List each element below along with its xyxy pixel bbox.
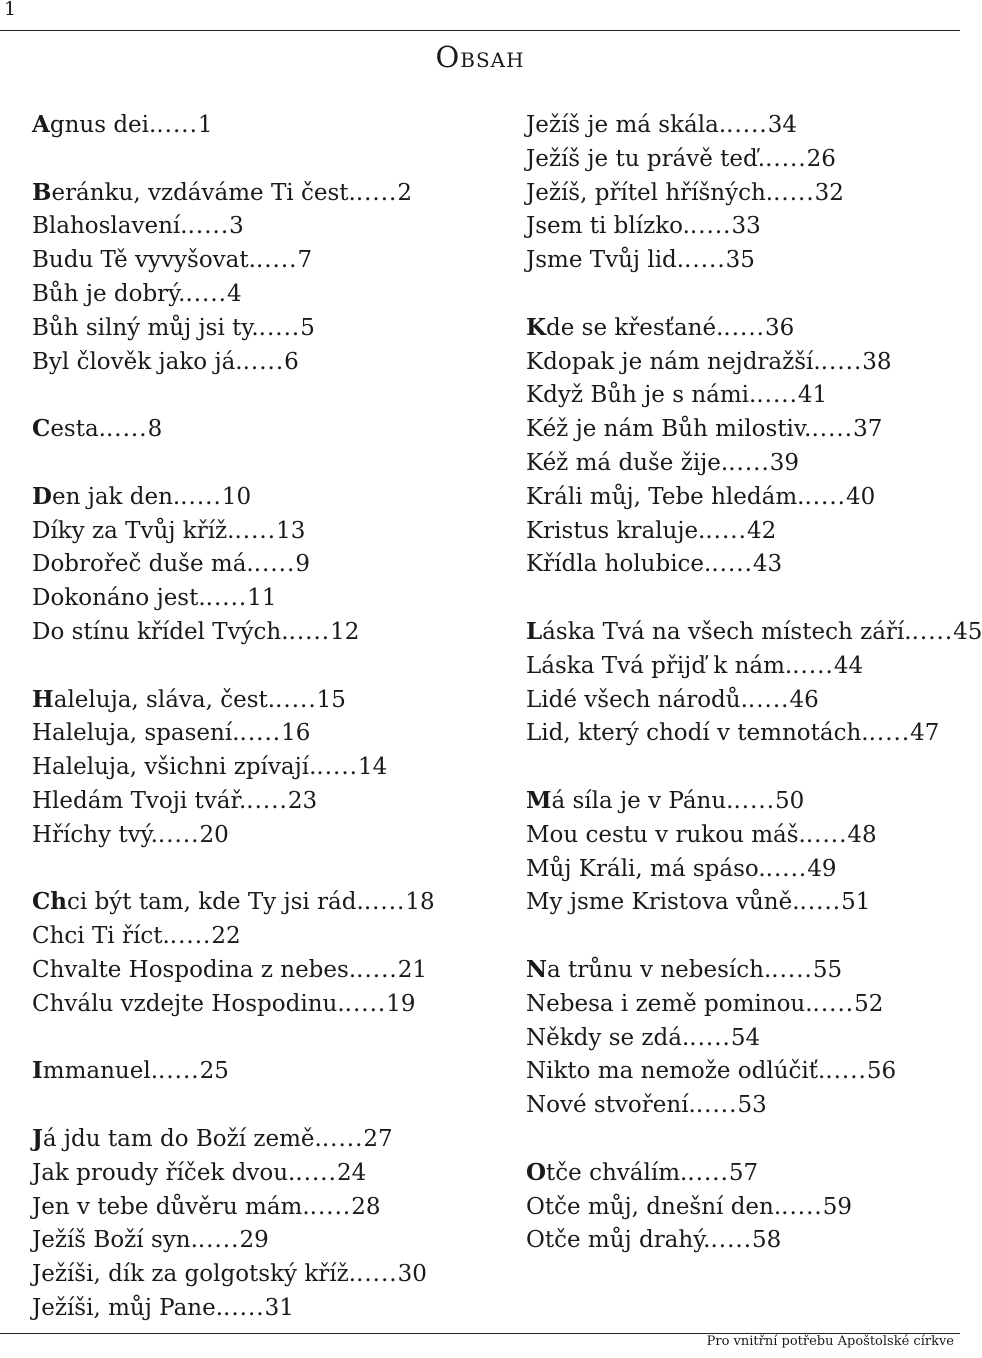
entry-page-number: 33 xyxy=(731,213,761,240)
entry-title: Kdopak je nám nejdražší. xyxy=(526,348,821,375)
leader-dots: ..... xyxy=(705,517,747,544)
leader-dots: ..... xyxy=(756,382,798,409)
toc-entry[interactable] xyxy=(526,412,960,446)
leader-dots: ..... xyxy=(684,247,726,274)
toc-letter-group xyxy=(526,311,960,581)
entry-title: Ježíš, přítel hříšných. xyxy=(526,179,774,206)
toc-entry[interactable] xyxy=(526,1156,960,1190)
entry-title: Láska Tvá přijď k nám. xyxy=(526,652,793,679)
leader-dots: ..... xyxy=(246,787,288,814)
entry-page-number: 59 xyxy=(822,1193,853,1220)
entry-page-number: 31 xyxy=(264,1294,294,1321)
toc-entry[interactable] xyxy=(32,1190,502,1224)
leader-dots: ..... xyxy=(911,618,954,645)
entry-page-number: 32 xyxy=(814,179,844,206)
entry-page-number: 19 xyxy=(386,990,416,1017)
entry-title: Jsem ti blízko. xyxy=(526,213,690,240)
entry-title: Otče můj drahý. xyxy=(526,1227,711,1254)
entry-page-number: 39 xyxy=(769,449,800,476)
entry-title: My jsme Kristova vůně. xyxy=(526,889,800,916)
entry-title: á síla je v Pánu. xyxy=(551,787,734,814)
leader-dots: ..... xyxy=(169,923,212,950)
entry-title: Kristus kraluje. xyxy=(526,517,706,544)
entry-page-number: 49 xyxy=(807,855,837,882)
toc-entry[interactable] xyxy=(32,683,502,717)
leader-dots: ..... xyxy=(253,551,296,578)
toc-entry[interactable] xyxy=(526,1223,960,1257)
leader-dots: ..... xyxy=(356,956,398,983)
entry-page-number: 34 xyxy=(767,112,797,138)
entry-title: Nebesa i země pominou. xyxy=(526,990,813,1017)
leader-dots: ..... xyxy=(309,1193,352,1220)
toc-entry[interactable] xyxy=(526,108,960,142)
toc-entry[interactable] xyxy=(526,547,960,581)
leader-dots: ..... xyxy=(805,821,848,848)
toc-entry[interactable] xyxy=(32,277,502,311)
entry-title: Byl člověk jako já. xyxy=(32,348,243,375)
entry-page-number: 3 xyxy=(229,213,244,240)
toc-entry[interactable] xyxy=(32,716,502,750)
toc-entry[interactable] xyxy=(526,514,960,548)
toc-letter-group xyxy=(32,885,502,1020)
entry-initial: M xyxy=(526,786,552,814)
toc-entry[interactable] xyxy=(526,480,960,514)
toc-letter-group xyxy=(526,1156,960,1257)
entry-title: Ježíš je má skála. xyxy=(526,112,727,138)
toc-entry[interactable] xyxy=(526,615,982,649)
toc-entry[interactable] xyxy=(32,818,502,852)
leader-dots: ..... xyxy=(242,348,285,375)
toc-letter-group xyxy=(32,683,502,852)
leader-dots: ..... xyxy=(689,1024,731,1051)
leader-dots: ..... xyxy=(344,990,387,1017)
leader-dots: ..... xyxy=(356,1261,398,1288)
leader-dots: ..... xyxy=(765,855,808,882)
entry-page-number: 55 xyxy=(812,956,843,983)
toc-entry[interactable] xyxy=(526,1190,960,1224)
toc-entry[interactable] xyxy=(526,1054,960,1088)
toc-entry[interactable] xyxy=(32,1257,502,1291)
entry-title: Ježíš je tu právě teď. xyxy=(526,145,766,172)
leader-dots: ..... xyxy=(239,720,282,747)
entry-page-number: 47 xyxy=(910,720,940,747)
toc-entry[interactable] xyxy=(526,784,960,818)
entry-title: de se křesťané. xyxy=(546,314,724,341)
toc-entry[interactable] xyxy=(32,1156,502,1190)
entry-title: Jsme Tvůj lid. xyxy=(526,247,685,274)
entry-title: Nové stvoření. xyxy=(526,1092,696,1119)
toc-entry[interactable] xyxy=(526,683,960,717)
leader-dots: ..... xyxy=(355,179,398,206)
toc-entry[interactable] xyxy=(32,987,502,1021)
toc-entry[interactable] xyxy=(32,108,502,142)
entry-page-number: 26 xyxy=(806,145,836,172)
entry-title: Lidé všech národů. xyxy=(526,686,748,713)
toc-entry[interactable] xyxy=(32,243,502,277)
header-rule xyxy=(0,30,960,31)
entry-title: gnus dei. xyxy=(49,112,157,138)
entry-page-number: 28 xyxy=(351,1193,381,1220)
entry-page-number: 10 xyxy=(221,483,252,510)
entry-page-number: 20 xyxy=(199,821,229,848)
entry-initial: B xyxy=(32,178,52,206)
entry-title: Otče můj, dnešní den. xyxy=(526,1193,782,1220)
entry-title: en jak den. xyxy=(51,483,181,510)
entry-title: Hříchy tvý. xyxy=(32,821,158,848)
leader-dots: ..... xyxy=(771,956,813,983)
entry-page-number: 15 xyxy=(316,686,346,713)
leader-dots: ..... xyxy=(799,889,842,916)
entry-page-number: 27 xyxy=(363,1125,393,1152)
entry-page-number: 2 xyxy=(397,179,413,206)
toc-entry[interactable] xyxy=(526,649,960,683)
leader-dots: ..... xyxy=(288,618,331,645)
toc-entry[interactable] xyxy=(32,885,502,919)
entry-title: Hledám Tvoji tvář. xyxy=(32,787,247,814)
entry-page-number: 36 xyxy=(764,314,795,341)
entry-page-number: 25 xyxy=(199,1058,229,1085)
entry-initial: A xyxy=(32,111,50,138)
leader-dots: ..... xyxy=(695,1092,738,1119)
entry-title: Blahoslavení. xyxy=(32,213,188,240)
entry-title: á jdu tam do Boží země. xyxy=(42,1125,322,1152)
toc-entry[interactable] xyxy=(526,311,960,345)
toc-entry[interactable] xyxy=(32,345,502,379)
leader-dots: ..... xyxy=(733,787,776,814)
entry-page-number: 12 xyxy=(330,618,360,645)
leader-dots: ..... xyxy=(711,551,753,578)
entry-title: a trůnu v nebesích. xyxy=(547,956,772,983)
entry-page-number: 8 xyxy=(147,416,163,443)
leader-dots: ..... xyxy=(185,280,227,307)
entry-initial: K xyxy=(526,313,546,341)
leader-dots: ..... xyxy=(868,720,911,747)
entry-page-number: 4 xyxy=(227,280,242,307)
entry-title: Bůh silný můj jsi ty. xyxy=(32,314,259,341)
entry-title: tče chválím. xyxy=(546,1159,688,1186)
toc-entry[interactable] xyxy=(32,514,502,548)
entry-page-number: 51 xyxy=(841,889,871,916)
leader-dots: ..... xyxy=(223,1294,265,1321)
entry-page-number: 41 xyxy=(797,382,828,409)
toc-entry[interactable] xyxy=(32,311,502,345)
page-number: 1 xyxy=(4,0,17,20)
toc-entry[interactable] xyxy=(526,1088,960,1122)
toc-entry[interactable] xyxy=(526,953,960,987)
leader-dots: ..... xyxy=(820,348,863,375)
toc-entry[interactable] xyxy=(526,345,960,379)
entry-page-number: 53 xyxy=(737,1092,767,1119)
entry-page-number: 1 xyxy=(197,112,213,138)
entry-page-number: 22 xyxy=(211,923,241,950)
leader-dots: ..... xyxy=(106,416,148,443)
leader-dots: ..... xyxy=(689,213,732,240)
toc-entry[interactable] xyxy=(526,852,960,886)
entry-initial: J xyxy=(32,1124,43,1152)
toc-entry[interactable] xyxy=(32,1054,502,1088)
entry-title: Jak proudy říček dvou. xyxy=(32,1159,296,1186)
entry-page-number: 50 xyxy=(775,787,805,814)
entry-title: Nikto ma nemože odlúčiť. xyxy=(526,1058,826,1085)
leader-dots: ..... xyxy=(747,686,790,713)
entry-page-number: 58 xyxy=(752,1227,782,1254)
leader-dots: ..... xyxy=(255,247,298,274)
leader-dots: ..... xyxy=(812,990,855,1017)
entry-title: Ježíši, můj Pane. xyxy=(32,1294,224,1321)
leader-dots: ..... xyxy=(710,1227,753,1254)
leader-dots: ..... xyxy=(180,483,222,510)
entry-title: Kéž je nám Bůh milostiv. xyxy=(526,416,812,443)
toc-entry[interactable] xyxy=(526,378,960,412)
entry-title: Chci Ti říct. xyxy=(32,923,170,950)
leader-dots: ..... xyxy=(158,1058,200,1085)
toc-entry[interactable] xyxy=(526,716,960,750)
entry-title: Můj Králi, má spáso. xyxy=(526,855,766,882)
entry-title: Kéž má duše žije. xyxy=(526,449,729,476)
toc-letter-group xyxy=(32,108,502,142)
leader-dots: ..... xyxy=(781,1193,823,1220)
entry-title: Do stínu křídel Tvých. xyxy=(32,618,289,645)
entry-page-number: 7 xyxy=(297,247,313,274)
entry-page-number: 54 xyxy=(730,1024,761,1051)
entry-title: Dobrořeč duše má. xyxy=(32,551,254,578)
entry-page-number: 14 xyxy=(357,754,388,781)
entry-page-number: 16 xyxy=(281,720,311,747)
entry-page-number: 44 xyxy=(833,652,864,679)
toc-letter-group xyxy=(526,615,982,750)
leader-dots: ..... xyxy=(321,1125,364,1152)
leader-dots: ..... xyxy=(687,1159,729,1186)
toc-entry[interactable] xyxy=(526,987,960,1021)
entry-title: Ježíš Boží syn. xyxy=(32,1227,198,1254)
entry-initial: L xyxy=(526,617,543,645)
toc-entry[interactable] xyxy=(526,142,960,176)
entry-page-number: 6 xyxy=(284,348,299,375)
toc-entry[interactable] xyxy=(32,176,502,210)
entry-title: Díky za Tvůj kříž. xyxy=(32,517,235,544)
entry-title: Haleluja, všichni zpívají. xyxy=(32,754,317,781)
entry-title: Křídla holubice. xyxy=(526,551,712,578)
entry-title: Jen v tebe důvěru mám. xyxy=(32,1193,310,1220)
entry-page-number: 52 xyxy=(854,990,884,1017)
leader-dots: ..... xyxy=(156,112,198,138)
entry-page-number: 13 xyxy=(276,517,306,544)
entry-page-number: 9 xyxy=(295,551,310,578)
entry-initial: C xyxy=(32,415,51,443)
entry-initial: I xyxy=(32,1057,43,1085)
leader-dots: ..... xyxy=(792,652,834,679)
toc-entry[interactable] xyxy=(526,176,960,210)
entry-title: eránku, vzdáváme Ti čest. xyxy=(51,179,356,206)
leader-dots: ..... xyxy=(197,1227,240,1254)
entry-page-number: 43 xyxy=(752,551,783,578)
entry-initial: Ch xyxy=(32,888,68,916)
toc-entry[interactable] xyxy=(32,919,502,953)
entry-title: Bůh je dobrý. xyxy=(32,280,186,307)
leader-dots: ..... xyxy=(773,179,815,206)
entry-page-number: 56 xyxy=(866,1058,897,1085)
toc-letter-group xyxy=(32,1054,502,1088)
entry-page-number: 46 xyxy=(789,686,819,713)
toc-letter-group xyxy=(526,953,960,1122)
entry-title: Když Bůh je s námi. xyxy=(526,382,757,409)
toc-entry[interactable] xyxy=(32,1223,502,1257)
toc-entry[interactable] xyxy=(32,547,502,581)
entry-page-number: 24 xyxy=(336,1159,367,1186)
entry-page-number: 38 xyxy=(862,348,892,375)
leader-dots: ..... xyxy=(363,889,406,916)
toc-entry[interactable] xyxy=(526,446,960,480)
entry-page-number: 21 xyxy=(397,956,427,983)
entry-title: ci být tam, kde Ty jsi rád. xyxy=(67,889,364,916)
leader-dots: ..... xyxy=(316,754,358,781)
entry-title: Lid, který chodí v temnotách. xyxy=(526,720,869,747)
entry-title: Dokonáno jest. xyxy=(32,585,206,612)
entry-page-number: 42 xyxy=(746,517,777,544)
entry-page-number: 23 xyxy=(287,787,318,814)
page-title: Obsah xyxy=(435,40,525,74)
toc-entry[interactable] xyxy=(526,209,960,243)
leader-dots: ..... xyxy=(275,686,317,713)
entry-page-number: 57 xyxy=(728,1159,759,1186)
toc-column-left xyxy=(32,108,502,1358)
leader-dots: ..... xyxy=(723,314,765,341)
leader-dots: ..... xyxy=(726,112,768,138)
toc-entry[interactable] xyxy=(32,953,502,987)
entry-title: Budu Tě vyvyšovat. xyxy=(32,247,256,274)
leader-dots: ..... xyxy=(825,1058,867,1085)
entry-initial: N xyxy=(526,955,548,983)
entry-initial: D xyxy=(32,482,52,510)
toc-column-right xyxy=(526,108,982,1291)
entry-page-number: 5 xyxy=(300,314,315,341)
entry-page-number: 40 xyxy=(846,483,876,510)
entry-title: mmanuel. xyxy=(42,1058,159,1085)
toc-letter-group xyxy=(32,176,502,379)
entry-page-number: 11 xyxy=(247,585,277,612)
toc-entry[interactable] xyxy=(32,412,502,446)
leader-dots: ..... xyxy=(187,213,230,240)
entry-page-number: 45 xyxy=(953,618,982,645)
entry-page-number: 37 xyxy=(853,416,883,443)
footer-text: Pro vnitřní potřebu Apoštolské církve xyxy=(706,1334,954,1349)
entry-title: Mou cestu v rukou máš. xyxy=(526,821,806,848)
leader-dots: ..... xyxy=(728,449,770,476)
entry-title: Haleluja, spasení. xyxy=(32,720,240,747)
entry-page-number: 35 xyxy=(725,247,755,274)
entry-title: aleluja, sláva, čest. xyxy=(53,686,276,713)
toc-letter-group xyxy=(32,412,502,446)
entry-page-number: 48 xyxy=(847,821,877,848)
entry-title: Chvalte Hospodina z nebes. xyxy=(32,956,357,983)
toc-entry[interactable] xyxy=(32,1122,502,1156)
entry-initial: H xyxy=(32,685,54,713)
entry-title: áska Tvá na všech místech září. xyxy=(542,618,912,645)
toc-letter-group xyxy=(32,1122,502,1325)
leader-dots: ..... xyxy=(295,1159,337,1186)
toc-entry[interactable] xyxy=(32,784,502,818)
entry-title: Králi můj, Tebe hledám. xyxy=(526,483,805,510)
leader-dots: ..... xyxy=(804,483,846,510)
leader-dots: ..... xyxy=(258,314,301,341)
leader-dots: ..... xyxy=(157,821,200,848)
toc-entry[interactable] xyxy=(32,750,502,784)
entry-page-number: 30 xyxy=(397,1261,427,1288)
toc-entry[interactable] xyxy=(526,818,960,852)
entry-title: Někdy se zdá. xyxy=(526,1024,690,1051)
leader-dots: ..... xyxy=(205,585,248,612)
toc-letter-group xyxy=(32,480,502,649)
entry-initial: O xyxy=(526,1158,547,1186)
leader-dots: ..... xyxy=(811,416,854,443)
toc-entry[interactable] xyxy=(32,480,502,514)
entry-page-number: 29 xyxy=(239,1227,269,1254)
toc-entry[interactable] xyxy=(526,243,960,277)
toc-entry[interactable] xyxy=(32,1291,502,1325)
toc-letter-group xyxy=(526,784,960,919)
toc-entry[interactable] xyxy=(526,885,960,919)
leader-dots: ..... xyxy=(765,145,807,172)
toc-entry[interactable] xyxy=(32,615,502,649)
entry-page-number: 18 xyxy=(405,889,435,916)
toc-entry[interactable] xyxy=(32,581,502,615)
toc-entry[interactable] xyxy=(526,1021,960,1055)
entry-title: esta. xyxy=(50,416,106,443)
toc-letter-group xyxy=(526,108,960,277)
entry-title: Chválu vzdejte Hospodinu. xyxy=(32,990,345,1017)
leader-dots: ..... xyxy=(234,517,277,544)
toc-entry[interactable] xyxy=(32,209,502,243)
entry-title: Ježíši, dík za golgotský kříž. xyxy=(32,1261,357,1288)
